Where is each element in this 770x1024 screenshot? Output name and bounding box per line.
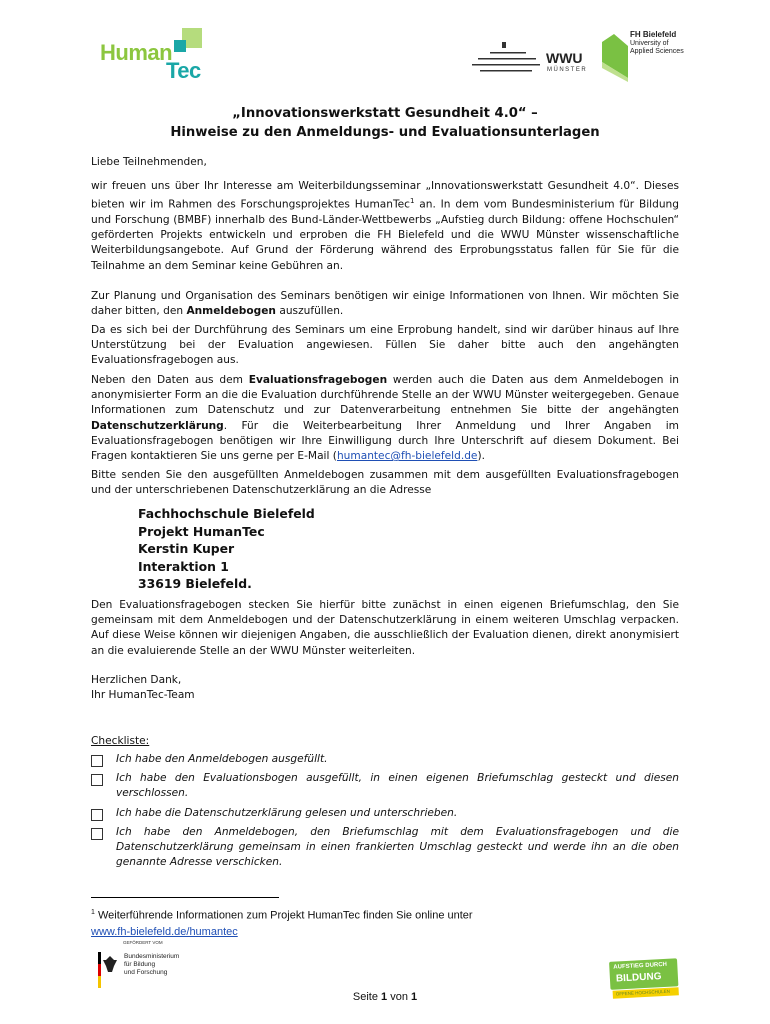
checklist-title: Checkliste: bbox=[91, 735, 150, 747]
logo-square-teal bbox=[174, 40, 186, 52]
address-line: Fachhochschule Bielefeld bbox=[138, 506, 315, 521]
bmbf-line2: für Bildung bbox=[124, 961, 156, 968]
title-line-1: „Innovationswerkstatt Gesundheit 4.0“ – bbox=[232, 106, 538, 121]
page-number bbox=[0, 988, 770, 1003]
paragraph-envelope: Den Evaluationsfragebogen stecken Sie hierfür bitte zunächst in einen eigenen Briefumschlag, den Sie gemeinsam mit dem Anmeldebogen und der Datenschutzerklärung in einem weiteren Umschlag verpacken. Auf diese Weise können wir diejenigen Angaben, die ausschließlich der Evaluation dienen, direkt anonymisiert an die evaluierende Stelle an der WWU Münster weiterleiten. bbox=[91, 599, 679, 657]
footnote bbox=[91, 905, 473, 940]
para4-text-d: ). bbox=[477, 450, 485, 463]
para4-bold-2: Datenschutzerklärung bbox=[91, 419, 224, 432]
fh-bielefeld-logo bbox=[600, 28, 690, 86]
checklist-item-text: Ich habe die Datenschutzerklärung gelesen und unterschrieben. bbox=[116, 807, 458, 819]
checklist-item-text: Ich habe den Anmeldebogen, den Briefumschlag mit dem Evaluationsfragebogen und die Datenschutzerklärung gemeinsam in einen frankierten Umschlag gesteckt und werde ihn an die oben genannte Adresse verschicken. bbox=[116, 826, 679, 869]
title-line-2: Hinweise zu den Anmeldungs- und Evaluationsunterlagen bbox=[170, 125, 600, 140]
para2-text-b: auszufüllen. bbox=[275, 305, 344, 318]
page-total: 1 bbox=[411, 991, 418, 1003]
paragraph-send: Bitte senden Sie den ausgefüllten Anmeldebogen zusammen mit dem ausgefüllten Evaluationsfragebogen und der unterschriebenen Datenschutzerklärung an die Adresse bbox=[91, 469, 679, 497]
aufstieg-line1: AUFSTIEG DURCH bbox=[613, 961, 668, 971]
humantec-logo bbox=[96, 26, 211, 82]
closing-line-2: Ihr HumanTec-Team bbox=[91, 689, 195, 702]
page-of: von bbox=[387, 991, 411, 1003]
footnote-text: Weiterführende Informationen zum Projekt HumanTec finden Sie online unter bbox=[94, 909, 473, 922]
paragraph-intro bbox=[91, 179, 679, 274]
address-block bbox=[138, 505, 315, 593]
paragraph-planning bbox=[91, 289, 679, 319]
wwu-emblem-icon bbox=[470, 40, 542, 76]
paragraph-evaluation: Da es sich bei der Durchführung des Seminars um eine Erprobung handelt, sind wir darüber hinaus auf Ihre Unterstützung bei der Evaluation angewiesen. Füllen Sie daher bitte auch den angehängten Evaluationsfragebogen aus. bbox=[91, 324, 679, 367]
address-line: Kerstin Kuper bbox=[138, 541, 235, 557]
bmbf-line1: Bundesministerium bbox=[124, 953, 180, 960]
checklist-item bbox=[91, 752, 679, 767]
para4-bold-1: Evaluationsfragebogen bbox=[248, 374, 388, 386]
footnote-mark: 1 bbox=[91, 909, 95, 916]
bmbf-logo bbox=[98, 940, 208, 990]
footnote-link[interactable]: www.fh-bielefeld.de/humantec bbox=[91, 925, 238, 938]
para2-text-a: Zur Planung und Organisation des Seminars benötigen wir einige Informationen von Ihnen. Wir möchten Sie daher bitten, den bbox=[91, 290, 679, 318]
checklist-item bbox=[91, 825, 679, 871]
para2-bold: Anmeldebogen bbox=[186, 305, 276, 318]
wwu-sub: MÜNSTER bbox=[547, 67, 588, 73]
fh-shape-icon bbox=[600, 32, 630, 82]
fh-line2: University of bbox=[630, 40, 669, 47]
email-link[interactable]: humantec@fh-bielefeld.de bbox=[336, 450, 478, 463]
address-line: Interaktion 1 bbox=[138, 558, 229, 574]
para4-text-c: . Für die Weiterbearbeitung Ihrer Anmeldung und Ihrer Angaben im Evaluationsfragebogen benötigen wir Ihre Einwilligung durch Ihre Unterschrift auf diesem Dokument. Bei Fragen kontaktieren Sie uns gerne per E-Mail ( bbox=[91, 419, 679, 463]
checkbox[interactable] bbox=[91, 774, 103, 786]
address-line: 33619 Bielefeld. bbox=[138, 576, 252, 592]
para1-text-b: an. In dem vom Bundesministerium für Bildung und Forschung (BMBF) innerhalb des Bund-Länder-Wettbewerbs „Aufstieg durch Bildung: offene Hochschulen“ geförderten Projekts entwickeln und erproben die FH Bielefeld und die WWU Münster wissenschaftliche Weiterbildungsangebote. Auf Grund der Förderung während des Erprobungsstatus fallen für Sie für die Teilnahme an dem Seminar keine Gebühren an. bbox=[91, 198, 679, 272]
bmbf-line3: und Forschung bbox=[124, 969, 168, 976]
logo-text-tec: Tec bbox=[166, 58, 201, 83]
checklist-item bbox=[91, 771, 679, 801]
checkbox[interactable] bbox=[91, 828, 103, 840]
page-label: Seite bbox=[352, 991, 382, 1003]
aufstieg-line3: OFFENE HOCHSCHULEN bbox=[615, 988, 671, 997]
address-line: Projekt HumanTec bbox=[138, 523, 265, 539]
footnote-ref: 1 bbox=[410, 197, 415, 206]
checklist-item bbox=[91, 806, 679, 821]
eagle-icon bbox=[98, 952, 120, 988]
bmbf-gefoerdert: GEFÖRDERT VOM bbox=[123, 940, 163, 945]
closing bbox=[91, 673, 679, 703]
wwu-name: WWU bbox=[546, 50, 583, 66]
para4-text-a: Neben den Daten aus dem bbox=[91, 374, 249, 386]
logo-text-human: Human bbox=[100, 40, 173, 65]
greeting: Liebe Teilnehmenden, bbox=[91, 156, 207, 168]
checkbox[interactable] bbox=[91, 755, 103, 767]
closing-line-1: Herzlichen Dank, bbox=[91, 674, 182, 686]
checkbox[interactable] bbox=[91, 809, 103, 821]
checklist-item-text: Ich habe den Anmeldebogen ausgefüllt. bbox=[116, 753, 328, 765]
footnote-divider bbox=[91, 897, 279, 898]
para1-text-a: wir freuen uns über Ihr Interesse am Weiterbildungsseminar „Innovationswerkstatt Gesundheit 4.0“. Dieses bieten wir im Rahmen des Forschungsprojektes HumanTec bbox=[91, 180, 679, 211]
fh-line3: Applied Sciences bbox=[630, 48, 684, 55]
wwu-logo bbox=[470, 40, 590, 76]
checklist-item-text: Ich habe den Evaluationsbogen ausgefüllt, in einen eigenen Briefumschlag gesteckt und diesen verschlossen. bbox=[116, 772, 679, 800]
page-title bbox=[0, 104, 770, 142]
page-current: 1 bbox=[381, 991, 388, 1003]
para4-text-b: werden auch die Daten aus dem Anmeldebogen in anonymisierter Form an die die Evaluation durchführende Stelle an der WWU Münster weitergegeben. Genaue Informationen zum Datenschutz und zur Datenverarbeitung entnehmen Sie bitte der angehängten bbox=[91, 374, 679, 417]
paragraph-data bbox=[91, 373, 679, 464]
fh-name: FH Bielefeld bbox=[630, 30, 677, 39]
aufstieg-line2: BILDUNG bbox=[615, 971, 662, 985]
